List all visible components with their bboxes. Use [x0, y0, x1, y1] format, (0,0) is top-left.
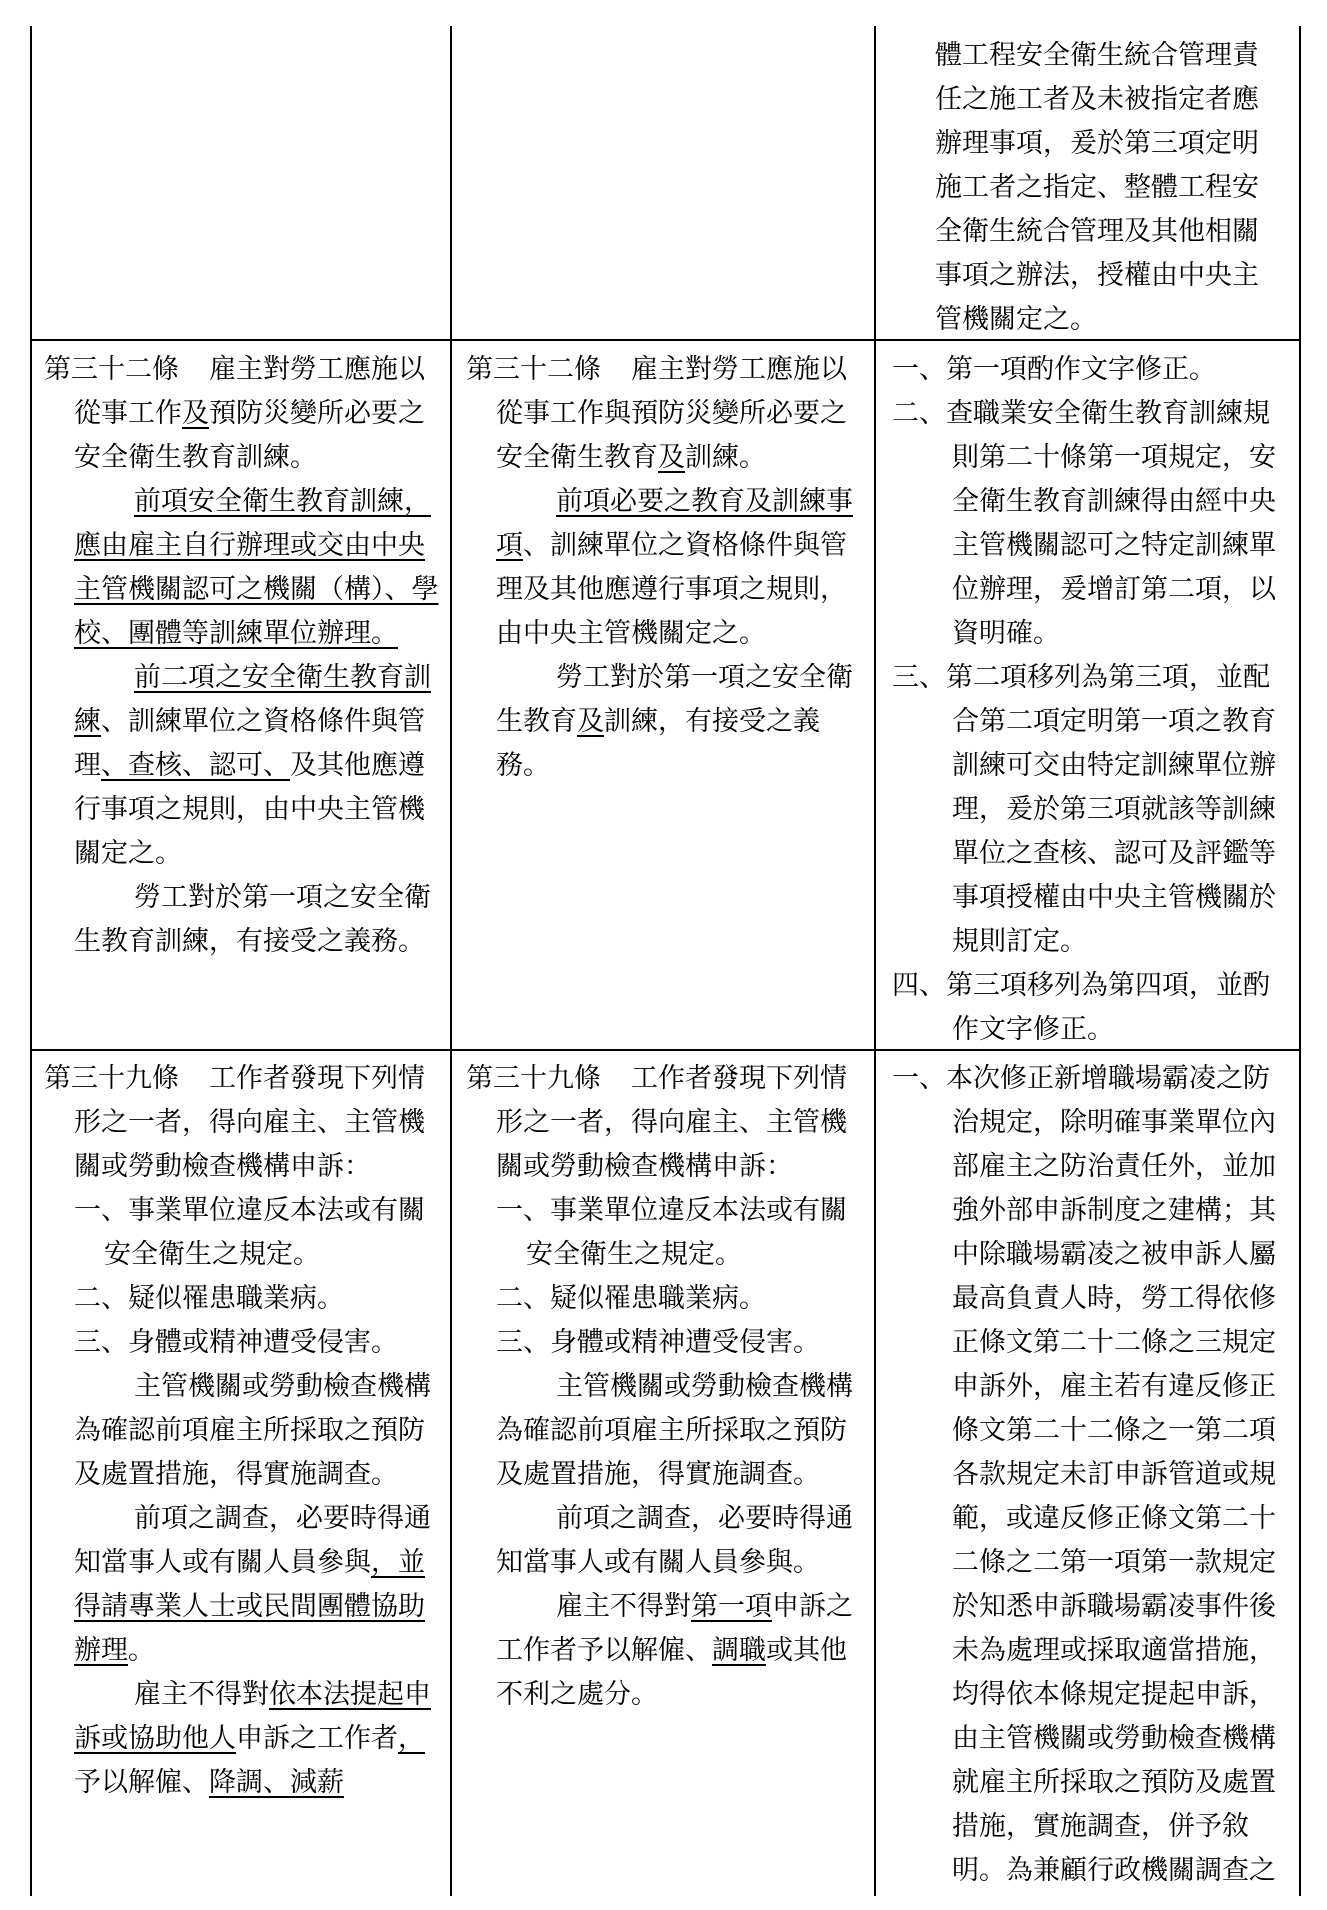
article-39-amended-para4: 雇主不得對依本法提起申訴或協助他人申訴之工作者，予以解僱、降調、減薪	[74, 1679, 431, 1798]
article-39-current-item: 三、身體或精神遭受侵害。	[496, 1327, 820, 1358]
article-label: 第三十二條	[466, 354, 601, 385]
column-divider-2	[874, 26, 876, 1896]
article-label: 第三十二條	[44, 354, 179, 385]
article-39-current-item: 二、疑似罹患職業病。	[496, 1283, 766, 1314]
explanation-item: 三、第二項移列為第三項，並配合第二項定明第一項之教育訓練可交由特定訓練單位辦理，爰於第三項就該等訓練單位之查核、認可及評鑑等事項授權由中央主管機關於規則訂定。	[892, 662, 1276, 957]
article-39-amended-item: 二、疑似罹患職業病。	[74, 1283, 344, 1314]
article-39-current-para3: 前項之調查，必要時得通知當事人或有關人員參與。	[496, 1503, 853, 1578]
column-divider-1	[450, 26, 452, 1896]
article-32-amended-para1: 第三十二條 雇主對勞工應施以從事工作及預防災變所必要之安全衛生教育訓練。	[44, 354, 425, 473]
article-label: 第三十九條	[466, 1063, 601, 1094]
explanation-item: 一、第一項酌作文字修正。	[892, 354, 1216, 385]
row2-col1-amended-article	[44, 348, 444, 1048]
article-39-current-item: 一、事業單位違反本法或有關安全衛生之規定。	[496, 1195, 847, 1270]
article-39-amended-para1: 第三十九條 工作者發現下列情形之一者，得向雇主、主管機關或勞動檢查機構申訴：	[44, 1063, 425, 1182]
explanation-item: 一、本次修正新增職場霸凌之防治規定，除明確事業單位內部雇主之防治責任外，並加強外部申訴制度之建構；其中除職場霸凌之被申訴人屬最高負責人時，勞工得依修正條文第二十二條之三規定申訴外，雇主若有違反修正條文第二十二條之一第二項各款規定未訂申訴管道或規範，或違反修正條文第二十二條之二第一項第一款規定於知悉申訴職場霸凌事件後未為處理或採取適當措施，均得依本條規定提起申訴，由主管機關或勞動檢查機構就雇主所採取之預防及處置措施，實施調查，併予敘明。為兼顧行政機關調查之	[892, 1063, 1276, 1886]
row1-col3-explanation	[905, 34, 1283, 336]
row2-col2-current-article	[466, 348, 866, 1048]
article-32-current-para3: 勞工對於第一項之安全衛生教育及訓練，有接受之義務。	[496, 662, 853, 781]
row2-col3-explanation	[892, 348, 1286, 1048]
explanation-item: 二、查職業安全衛生教育訓練規則第二十條第一項規定，安全衛生教育訓練得由經中央主管機關認可之特定訓練單位辦理，爰增訂第二項，以資明確。	[892, 398, 1276, 649]
table-border-left	[30, 26, 32, 1896]
article-32-amended-para4: 勞工對於第一項之安全衛生教育訓練，有接受之義務。	[74, 882, 431, 957]
article-32-amended-para3: 前二項之安全衛生教育訓練、訓練單位之資格條件與管理、查核、認可、及其他應遵行事項之規則，由中央主管機關定之。	[74, 662, 431, 869]
article-39-amended-para2: 主管機關或勞動檢查機構為確認前項雇主所採取之預防及處置措施，得實施調查。	[74, 1371, 431, 1490]
table-border-right	[1299, 26, 1301, 1896]
row3-col1-amended-article	[44, 1057, 444, 1896]
article-39-current-para4: 雇主不得對第一項申訴之工作者予以解僱、調職或其他不利之處分。	[496, 1591, 853, 1710]
article-32-amended-para2: 前項安全衛生教育訓練，應由雇主自行辦理或交由中央主管機關認可之機關（構）、學校、團體等訓練單位辦理。	[74, 486, 439, 649]
article-32-current-para1: 第三十二條 雇主對勞工應施以從事工作與預防災變所必要之安全衛生教育及訓練。	[466, 354, 847, 473]
article-39-current-para2: 主管機關或勞動檢查機構為確認前項雇主所採取之預防及處置措施，得實施調查。	[496, 1371, 853, 1490]
row-divider-1	[30, 339, 1301, 341]
article-39-amended-item: 一、事業單位違反本法或有關安全衛生之規定。	[74, 1195, 425, 1270]
explanation-text: 體工程安全衛生統合管理責任之施工者及未被指定者應辦理事項，爰於第三項定明施工者之指定、整體工程安全衛生統合管理及其他相關事項之辦法，授權由中央主管機關定之。	[935, 40, 1259, 335]
article-39-current-para1: 第三十九條 工作者發現下列情形之一者，得向雇主、主管機關或勞動檢查機構申訴：	[466, 1063, 847, 1182]
row3-col3-explanation	[892, 1057, 1286, 1896]
row3-col2-current-article	[466, 1057, 866, 1896]
comparison-table	[30, 26, 1301, 1896]
row-divider-2	[30, 1049, 1301, 1051]
article-39-amended-para3: 前項之調查，必要時得通知當事人或有關人員參與，並得請專業人士或民間團體協助辦理。	[74, 1503, 431, 1666]
article-39-amended-item: 三、身體或精神遭受侵害。	[74, 1327, 398, 1358]
explanation-item: 四、第三項移列為第四項，並酌作文字修正。	[892, 970, 1270, 1045]
article-32-current-para2: 前項必要之教育及訓練事項、訓練單位之資格條件與管理及其他應遵行事項之規則，由中央主管機關定之。	[496, 486, 853, 649]
article-label: 第三十九條	[44, 1063, 179, 1094]
